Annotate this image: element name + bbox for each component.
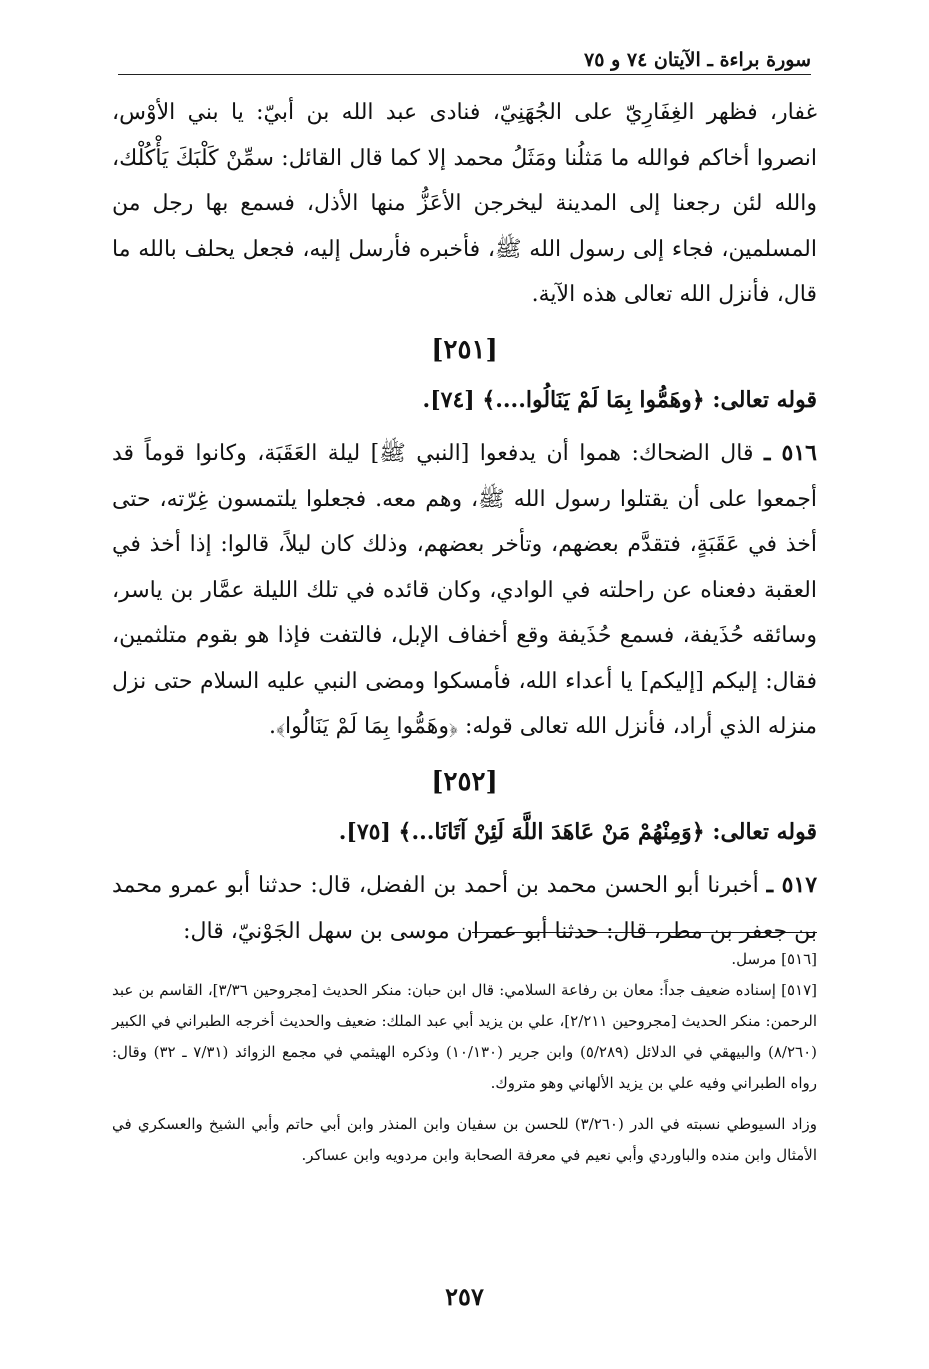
main-text <box>112 90 817 954</box>
footnote-517-addendum: وزاد السيوطي نسبته في الدر (٣/٢٦٠) للحسن بن سفيان وابن المنذر وابن أبي حاتم وأبي الشيخ والعسكري في الأمثال وابن منده والباوردي وأبي نعيم في معرفة الصحابة وابن مردويه وابن عساكر. <box>112 1115 817 1164</box>
narration-text-517: أخبرنا أبو الحسن محمد بن أحمد بن الفضل، قال: حدثنا أبو عمرو محمد بن جعفر بن مطر، قال: حدثنا أبو عمران موسى بن سهل الجَوْنيّ، قال: <box>112 873 817 944</box>
verse-quote-75: قوله تعالى: ﴿وَمِنْهُمْ مَنْ عَاهَدَ اللَّهَ لَئِنْ آتَانَا...﴾ [٧٥]. <box>338 818 817 845</box>
page-number: ٢٥٧ <box>445 1282 484 1311</box>
narration-number-517: ٥١٧ ـ <box>766 872 818 898</box>
narration-517 <box>112 863 817 954</box>
header-title: سورة براءة ـ الآيتان ٧٤ و ٧٥ <box>584 49 811 71</box>
narration-516 <box>112 431 817 750</box>
narration-text-516: قال الضحاك: هموا أن يدفعوا [النبي ﷺ] ليلة العَقَبَة، وكانوا قوماً قد أجمعوا على أن يقتلوا رسول الله ﷺ، وهم معه. فجعلوا يلتمسون غِرّته، حتى أخذ في عَقَبَةٍ، فتقدَّم بعضهم، وتأخر بعضهم، وذلك كان ليلاً، قالوا: إذا أخذ في العقبة دفعناه عن راحلته في الوادي، وكان قائده في تلك الليلة عمَّار بن ياسر، وسائقه حُذَيفة، فسمع حُذَيفة وقع أخفاف الإبل، فالتفت فإذا هو بقوم متلثمين، فقال: إليكم [إليكم] يا أعداء الله، فأمسكوا ومضى النبي عليه السلام حتى نزل منزله الذي أراد، فأنزل الله تعالى قوله: ﴿وهَمُّوا بِمَا لَمْ يَنَالُوا﴾. <box>112 441 817 739</box>
footnote-516: [٥١٦] مرسل. <box>731 950 817 968</box>
section-heading-252: [٢٥٢] <box>431 766 498 797</box>
footnote-517: [٥١٧] إسناده ضعيف جداً: معان بن رفاعة السلامي: قال ابن حبان: منكر الحديث [مجروحين ٣/٣٦]، القاسم بن عبد الرحمن: منكر الحديث [مجروحين ٢/٢١١]، علي بن يزيد أبي عبد الملك: ضعيف والحديث أخرجه الطبراني في الكبير (٨/٢٦٠) والبيهقي في الدلائل (٥/٢٨٩) وابن جرير (١٠/١٣٠) وذكره الهيثمي في مجمع الزوائد (٧/٣١ ـ ٣٢) وقال: رواه الطبراني وفيه علي بن يزيد الألهاني وهو متروك. <box>112 981 818 1092</box>
narration-number-516: ٥١٦ ـ <box>763 440 817 466</box>
running-header <box>118 48 811 75</box>
verse-quote-74: قوله تعالى: ﴿وهَمُّوا بِمَا لَمْ يَنَالُوا....﴾ [٧٤]. <box>422 386 817 413</box>
section-heading-251: [٢٥١] <box>431 334 498 365</box>
footnote-separator <box>472 932 817 933</box>
footnotes <box>112 944 817 1171</box>
paragraph-continued: غفار، فظهر الغِفَارِيّ على الجُهَنِيّ، فنادى عبد الله بن أبيّ: يا بني الأوْس، انصروا أخاكم فوالله ما مَثلُنا ومَثَلُ محمد إلا كما قال القائل: سمِّنْ كَلْبَكَ يَأْكُلْك، والله لئن رجعنا إلى المدينة ليخرجن الأعَزُّ منها الأذل، فسمع بها رجل من المسلمين، فجاء إلى رسول الله ﷺ، فأخبره فأرسل إليه، فجعل يحلف بالله ما قال، فأنزل الله تعالى هذه الآية. <box>112 100 817 307</box>
